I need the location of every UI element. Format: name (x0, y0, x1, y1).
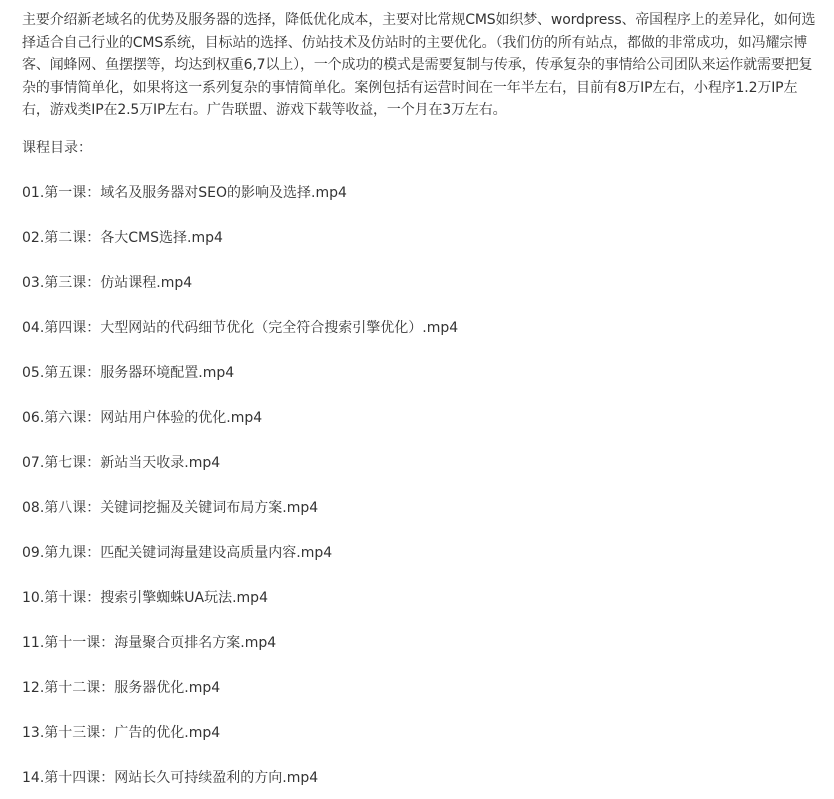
course-lesson-list (22, 182, 834, 789)
lesson-item: 04.第四课：大型网站的代码细节优化（完全符合搜索引擎优化）.mp4 (22, 319, 459, 336)
lesson-item: 09.第九课：匹配关键词海量建设高质量内容.mp4 (22, 544, 333, 561)
lesson-item: 07.第七课：新站当天收录.mp4 (22, 454, 221, 471)
lesson-item: 14.第十四课：网站长久可持续盈利的方向.mp4 (22, 769, 319, 786)
course-intro-paragraph: 主要介绍新老域名的优势及服务器的选择，降低优化成本，主要对比常规CMS如织梦、wordpress、帝国程序上的差异化，如何选择适合自己行业的CMS系统，目标站的选择、仿站技术及仿站时的主要优化。（我们仿的所有站点，都做的非常成功，如冯耀宗博客、闻蜂网、鱼摆摆等，均达到权重6,7以上），一个成功的模式是需要复制与传承，传承复杂的事情给公司团队来运作就需要把复杂的事情简单化，如果将这一系列复杂的事情简单化。案例包括有运营时间在一年半左右，目前有8万IP左右，小程序1.2万IP左右，游戏类IP在2.5万IP左右。广告联盟、游戏下载等收益，一个月在3万左右。 (22, 12, 816, 118)
lesson-item: 05.第五课：服务器环境配置.mp4 (22, 364, 235, 381)
lesson-item: 10.第十课：搜索引擎蜘蛛UA玩法.mp4 (22, 589, 268, 606)
lesson-item: 03.第三课：仿站课程.mp4 (22, 274, 193, 291)
lesson-item: 02.第二课：各大CMS选择.mp4 (22, 229, 223, 246)
lesson-item: 12.第十二课：服务器优化.mp4 (22, 679, 221, 696)
lesson-item: 11.第十一课：海量聚合页排名方案.mp4 (22, 634, 277, 651)
course-toc-heading: 课程目录： (22, 139, 92, 156)
lesson-item: 06.第六课：网站用户体验的优化.mp4 (22, 409, 263, 426)
lesson-item: 08.第八课：关键词挖掘及关键词布局方案.mp4 (22, 499, 319, 516)
lesson-item: 01.第一课：域名及服务器对SEO的影响及选择.mp4 (22, 184, 347, 201)
lesson-item: 13.第十三课：广告的优化.mp4 (22, 724, 221, 741)
